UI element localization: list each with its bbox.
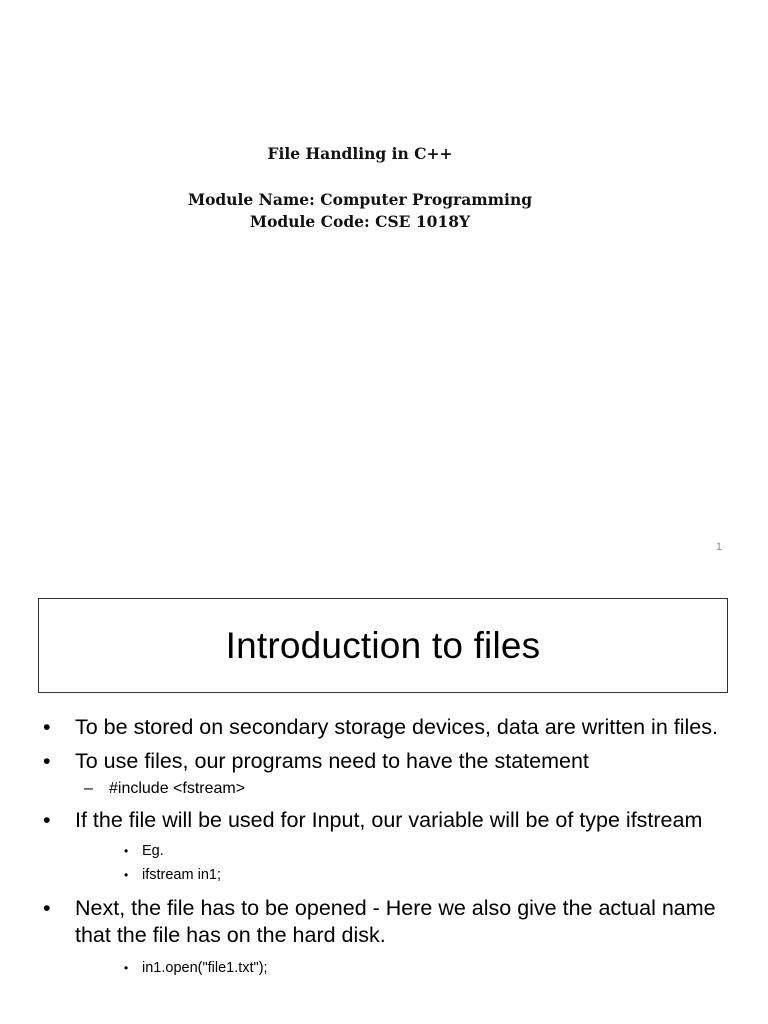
sub-sub-bullet-text: ifstream in1;	[142, 867, 221, 883]
module-code: Module Code: CSE 1018Y	[249, 212, 471, 231]
module-name: Module Name: Computer Programming	[187, 190, 533, 209]
bullet-text: To be stored on secondary storage devices, data are written in files.	[75, 715, 718, 739]
bullet-text: Next, the file has to be opened - Here we also give the actual name that the file has on the hard disk.	[75, 896, 716, 947]
slide-2	[0, 576, 768, 1024]
dash-icon: –	[84, 780, 93, 797]
sub-sub-bullet-text: in1.open("file1.txt");	[142, 960, 268, 976]
bullet-icon: •	[43, 715, 51, 739]
bullet-icon: •	[124, 844, 129, 858]
heading-box	[38, 598, 728, 693]
bullet-icon: •	[124, 961, 129, 975]
bullet-icon: •	[124, 868, 129, 882]
bullet-icon: •	[43, 808, 51, 832]
sub-sub-bullet-text: Eg.	[142, 843, 164, 859]
bullet-icon: •	[43, 896, 51, 920]
sub-sub-list-item	[0, 863, 768, 887]
sub-list-item	[0, 778, 768, 800]
sub-sub-list-item	[0, 839, 768, 863]
list-item	[0, 807, 768, 834]
list-item	[0, 714, 768, 741]
sub-bullet-text: #include <fstream>	[109, 780, 246, 797]
page-number: 1	[715, 541, 722, 553]
document-title: File Handling in C++	[267, 144, 453, 163]
bullet-icon: •	[43, 749, 51, 773]
bullet-list	[0, 714, 768, 980]
sub-sub-list-item	[0, 956, 768, 980]
bullet-text: To use files, our programs need to have the statement	[75, 749, 589, 773]
bullet-text: If the file will be used for Input, our variable will be of type ifstream	[75, 808, 703, 832]
list-item	[0, 748, 768, 775]
slide-heading: Introduction to files	[225, 624, 541, 666]
sub-sub-list	[0, 839, 768, 887]
list-item	[0, 895, 768, 949]
